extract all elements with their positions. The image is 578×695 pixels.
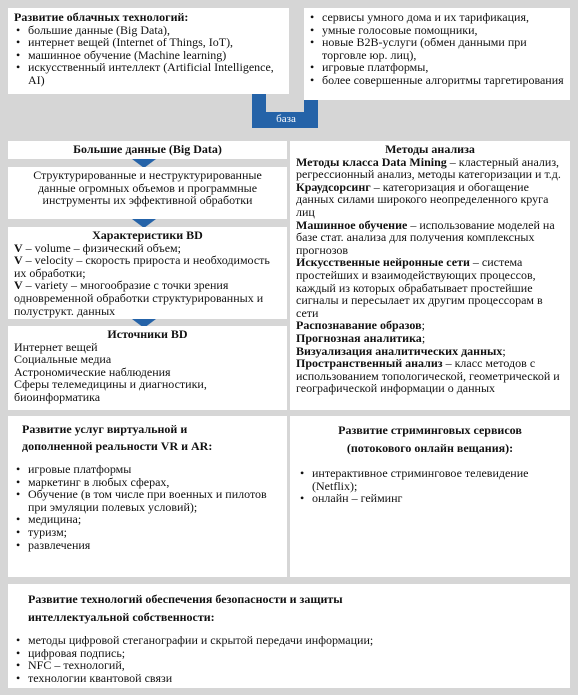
char-item [14, 279, 281, 317]
services-list [308, 11, 564, 87]
cloud-item: • машинное обучение (Machine learning) [14, 49, 283, 62]
method-term: Визуализация аналитических данных [296, 343, 503, 358]
source-item: Интернет вещей [14, 339, 98, 354]
security-item: • технологии квантовой связи [14, 672, 564, 685]
method-term: Прогнозная аналитика [296, 330, 422, 345]
cloud-box [8, 8, 289, 94]
method-item [296, 181, 564, 219]
char-key: V [14, 253, 23, 268]
method-item [296, 219, 564, 257]
vr-item: • маркетинг в любых сферах, [14, 476, 281, 489]
vr-item: • развлечения [14, 539, 281, 552]
sources-title: Источники BD [107, 327, 188, 341]
method-text: – категоризация и обогащение данных силами широкого неопределенного круга лиц [296, 179, 549, 219]
method-term: Пространственный анализ [296, 356, 443, 371]
sources-list [14, 341, 281, 404]
method-item [296, 156, 564, 181]
chars-list [14, 242, 281, 318]
method-text: ; [421, 318, 425, 333]
source-item: Астрономические наблюдения [14, 364, 171, 379]
cloud-item: • большие данные (Big Data), [14, 24, 283, 37]
streaming-item: • онлайн – гейминг [298, 492, 562, 505]
source-item: Сферы телемедицины и диагностики, биоинформатика [14, 377, 207, 404]
bigdata-title: Большие данные (Big Data) [8, 141, 287, 159]
security-title: Развитие технологий обеспечения безопасности и защиты интеллектуальной собственности: [28, 592, 343, 624]
method-item [296, 357, 564, 395]
method-text: – класс методов с использованием топологической, геометрической и географической информации о данных [296, 356, 560, 396]
bigdata-chars-box [8, 227, 287, 319]
char-text: – variety – многообразие с точки зрения одновременной обработки структурированных и полуструкт. данных [14, 278, 264, 318]
cloud-item: • интернет вещей (Internet of Things, IoT), [14, 36, 283, 49]
bigdata-sources-box [8, 326, 287, 410]
service-item: • новые B2B-услуги (обмен данными при торговле юр. лиц), [308, 36, 564, 61]
method-text: – кластерный анализ, регрессионный анализ, методы категоризации и т.д. [296, 154, 561, 182]
method-term: Краудсорсинг [296, 179, 371, 194]
security-item: • NFC – технологий, [14, 659, 564, 672]
cloud-title: Развитие облачных технологий: [14, 10, 189, 24]
method-term: Методы класса Data Mining [296, 154, 447, 169]
vr-item: • медицина; [14, 513, 281, 526]
method-text: ; [421, 330, 426, 345]
vr-item: • Обучение (в том числе при военных и пилотов при эмуляции полевых условий); [14, 488, 281, 513]
security-item: • цифровая подпись; [14, 647, 564, 660]
service-item: • более совершенные алгоритмы таргетирования [308, 74, 564, 87]
methods-list [296, 156, 564, 395]
security-list [14, 634, 564, 684]
connector-right [304, 100, 318, 128]
vr-item: • игровые платформы [14, 463, 281, 476]
method-text: – система простейших и взаимодействующих процессов, каждый из которых обрабатывает простейшие сигналы и пересылает их другим процессорам в сети [296, 255, 543, 320]
method-text: – использование моделей на базе стат. анализа для получения комплексных прогнозов [296, 217, 555, 257]
char-key: V [14, 240, 23, 255]
connector-label: база [276, 113, 296, 125]
services-box [304, 8, 570, 100]
streaming-box [290, 416, 570, 577]
method-term: Машинное обучение [296, 217, 408, 232]
streaming-item: • интерактивное стриминговое телевидение (Netflix); [298, 467, 562, 492]
vr-list [14, 463, 281, 551]
security-box [8, 584, 570, 688]
methods-box [290, 141, 570, 410]
method-text: ; [502, 343, 506, 358]
streaming-list [298, 467, 562, 505]
service-item: • сервисы умного дома и их тарификация, [308, 11, 564, 24]
chars-title: Характеристики BD [92, 228, 203, 242]
char-text: – volume – физический объем; [22, 240, 181, 255]
char-text: – velocity – скорость прироста и необходимость их обработки; [14, 253, 270, 280]
service-item: • умные голосовые помощники, [308, 24, 564, 37]
method-term: Распознавание образов [296, 318, 422, 333]
streaming-title: Развитие стриминговых сервисов (потокового онлайн вещания): [338, 423, 522, 455]
vr-item: • туризм; [14, 526, 281, 539]
vr-title: Развитие услуг виртуальной и дополненной реальности VR и AR: [22, 422, 213, 453]
method-term: Искусственные нейронные сети [296, 255, 470, 270]
source-item: Социальные медиа [14, 352, 112, 367]
methods-title: Методы анализа [385, 142, 475, 156]
service-item: • игровые платформы, [308, 61, 564, 74]
cloud-list [14, 24, 283, 87]
char-key: V [14, 278, 23, 293]
bigdata-desc: Структурированные и неструктурированные данные огромных объемов и программные инструменты их эффективной обработки [8, 167, 287, 219]
vr-box [8, 416, 287, 577]
char-item [14, 254, 281, 279]
cloud-item: • искусственный интеллект (Artificial Intelligence, AI) [14, 61, 283, 86]
method-item [296, 256, 564, 319]
security-item: • методы цифровой стеганографии и скрытой передачи информации; [14, 634, 564, 647]
